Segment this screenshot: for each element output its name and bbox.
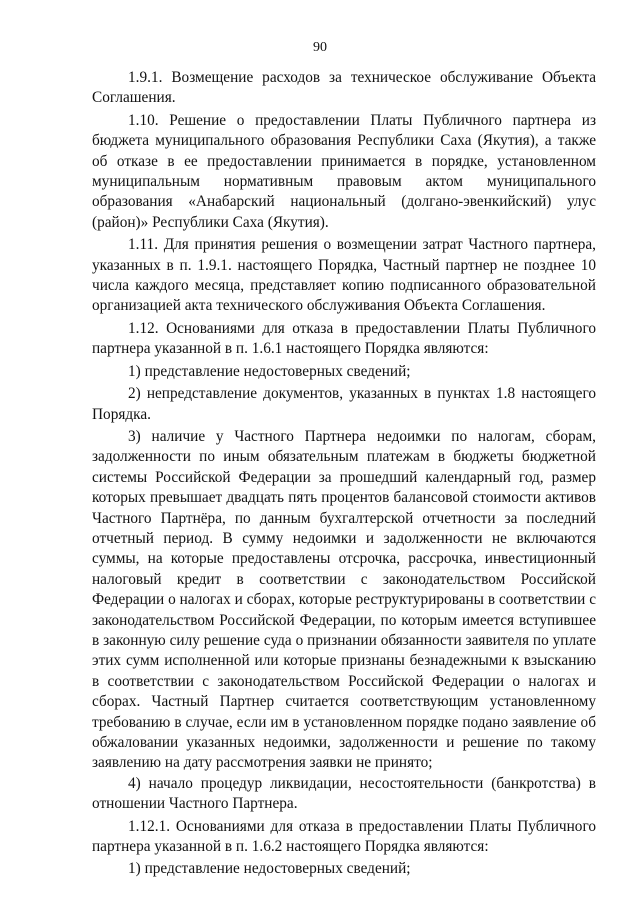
list-item-4: 4) начало процедур ликвидации, несостоятельности (банкротства) в отношении Частного Партнера. [92,774,596,813]
paragraph-1-10: 1.10. Решение о предоставлении Платы Публичного партнера из бюджета муниципального образования Республики Саха (Якутия), а также об отказе в ее предоставлении принимается в порядке, установленном муниципальным нормативным правовым актом муниципального образования «Анабарский национальный (долгано-эвенкийский) улус (район)» Республики Саха (Якутия). [92,111,596,231]
list-item-1-second: 1) представление недостоверных сведений; [128,860,411,878]
paragraph-1-12-1: 1.12.1. Основаниями для отказа в предоставлении Платы Публичного партнера указанной в п. 1.6.2 настоящего Порядка являются: [92,817,596,856]
paragraph-1-12: 1.12. Основаниями для отказа в предоставлении Платы Публичного партнера указанной в п. 1.6.1 настоящего Порядка являются: [92,319,596,358]
paragraph-1-9-1: 1.9.1. Возмещение расходов за техническое обслуживание Объекта Соглашения. [92,69,596,107]
document-body [92,68,596,882]
list-item-1: 1) представление недостоверных сведений; [128,362,411,380]
page-number: 90 [313,40,327,55]
paragraph-1-11: 1.11. Для принятия решения о возмещении затрат Частного партнера, указанных в п. 1.9.1. настоящего Порядка, Частный партнер не позднее 10 числа каждого месяца, представляет копию подписанного образовательной организацией акта технического обслуживания Объекта Соглашения. [92,236,596,315]
list-item-2: 2) непредставление документов, указанных в пунктах 1.8 настоящего Порядка. [92,385,596,423]
list-item-3: 3) наличие у Частного Партнера недоимки по налогам, сборам, задолженности по иным обязательным платежам в бюджеты бюджетной системы Российской Федерации за прошедший календарный год, размер которых превышает двадцать пять процентов балансовой стоимости активов Частного Партнёра, по данным бухгалтерской отчетности за последний отчетный период. В сумму недоимки и задолженности не включаются суммы, на которые предоставлены отсрочка, рассрочка, инвестиционный налоговый кредит в соответствии с законодательством Российской Федерации о налогах и сборах, которые реструктурированы в соответствии с законодательством Российской Федерации, по которым имеется вступившее в законную силу решение суда о признании обязанности заявителя по уплате этих сумм исполненной или которые признаны безнадежными к взысканию в соответствии с законодательством Российской Федерации о налогах и сборах. Частный Партнер считается соответствующим установленному требованию в случае, если им в установленном порядке подано заявление об обжаловании указанных недоимки, задолженности и решение по такому заявлению на дату рассмотрения заявки не принято; [92,427,596,772]
